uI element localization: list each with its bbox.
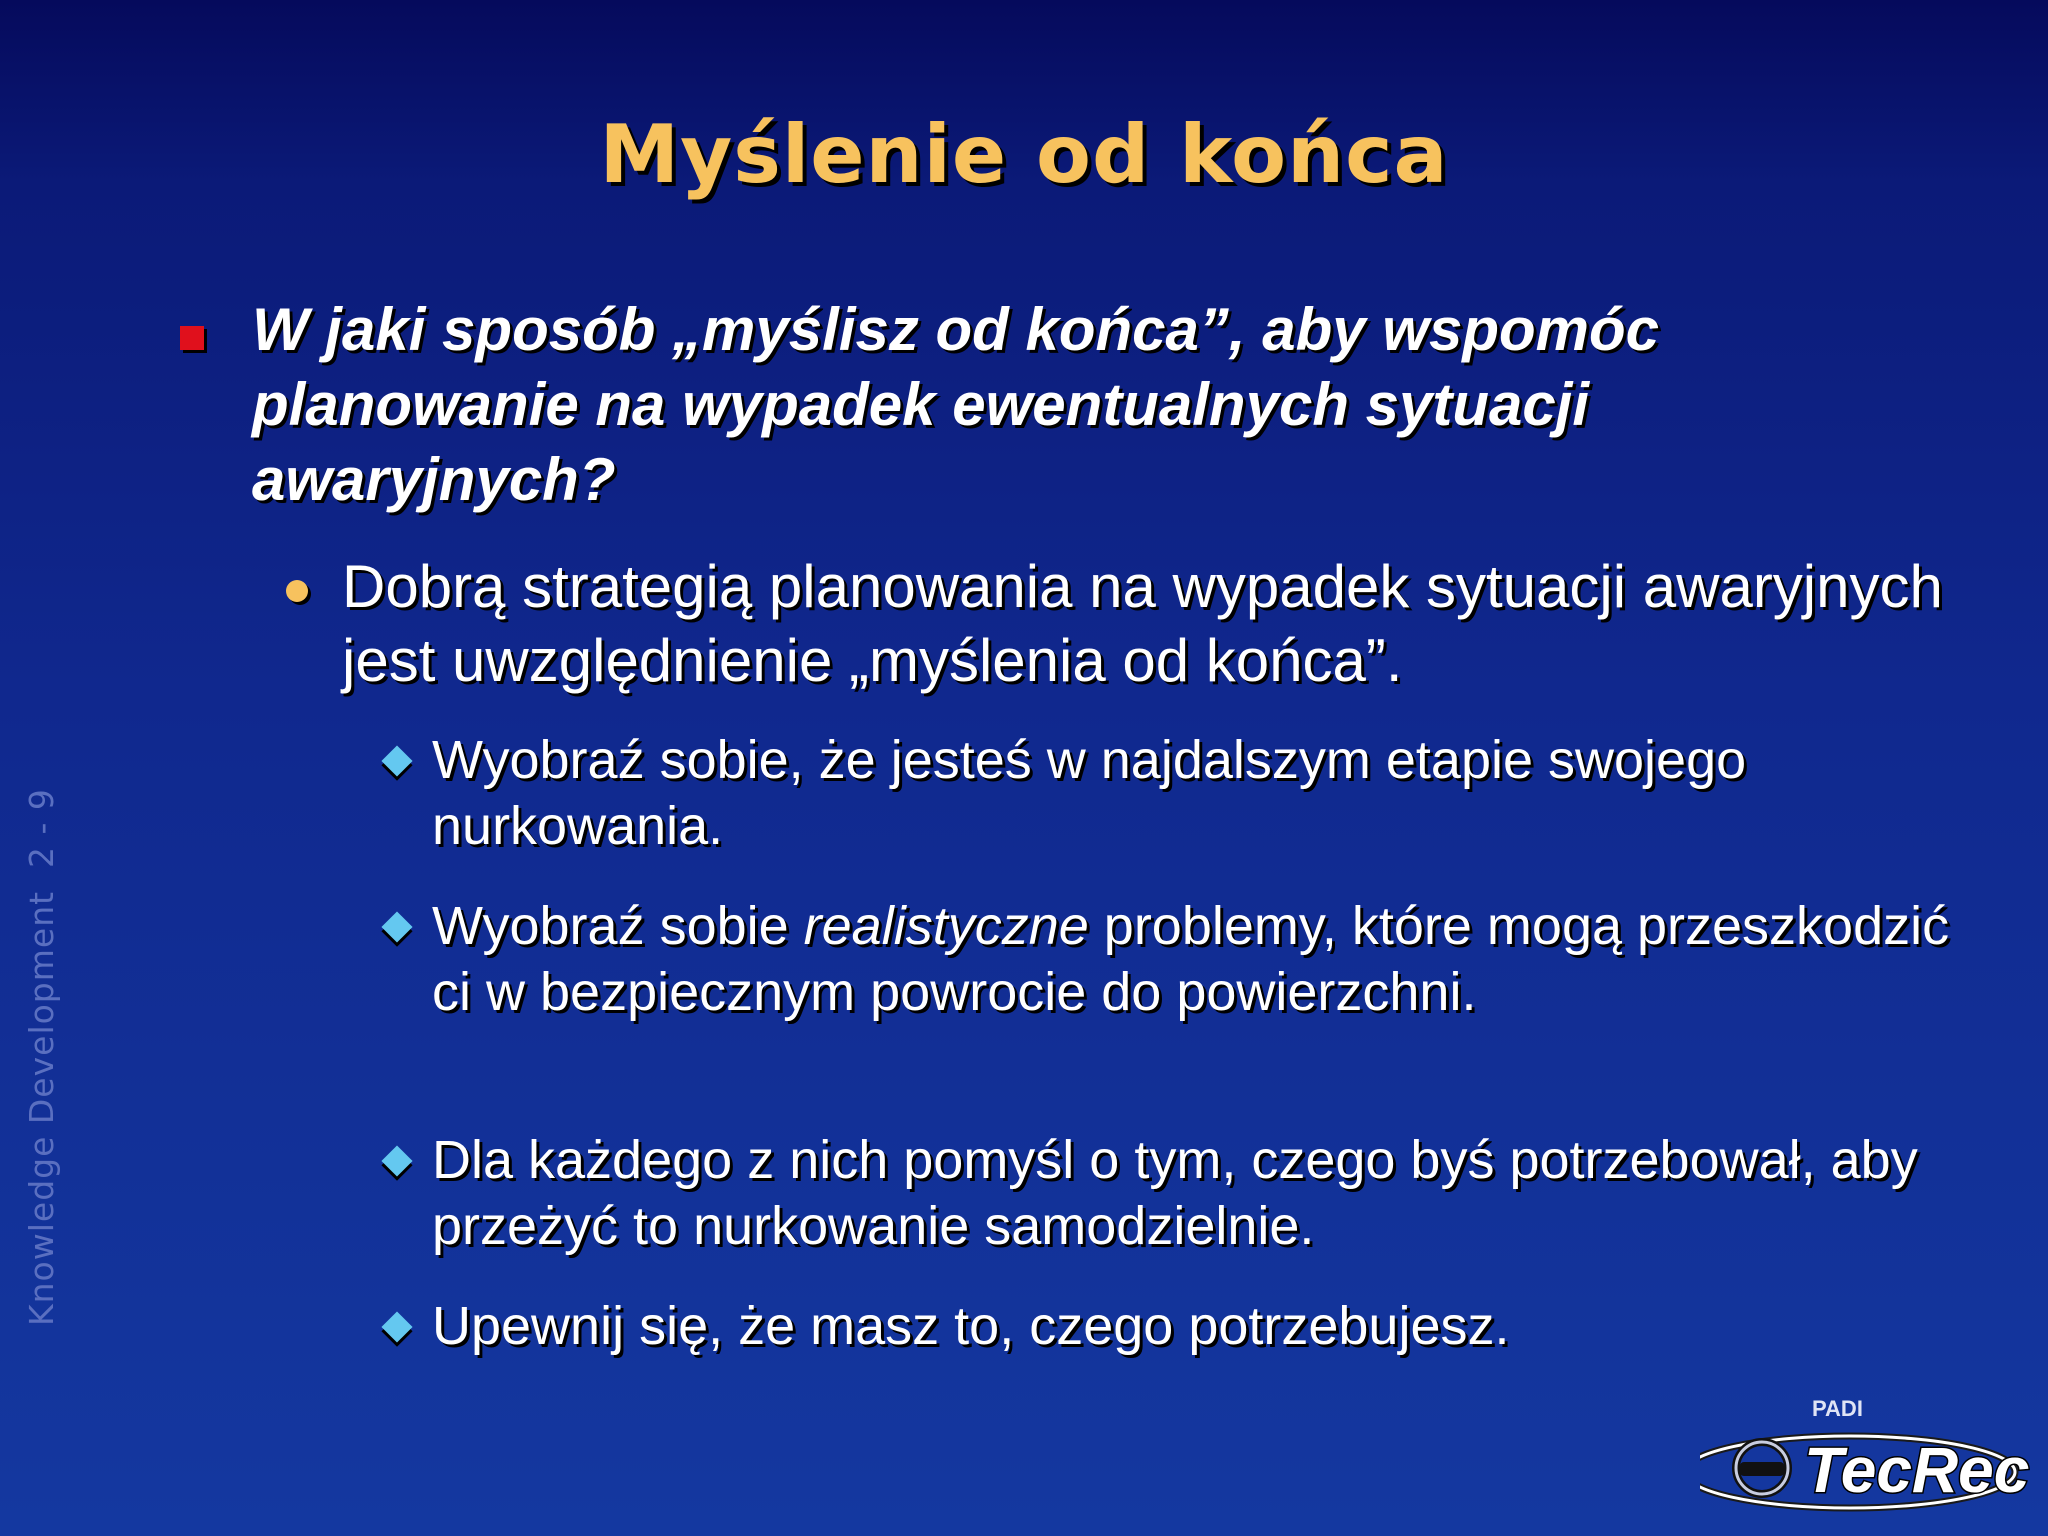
bullet-level3-item (432, 893, 1992, 1025)
logo-main-text: TecRec (1804, 1434, 2030, 1506)
bullet-level3-item: Upewnij się, że masz to, czego potrzebujesz. (432, 1296, 1510, 1356)
blue-diamond-bullet-icon (381, 911, 412, 942)
slide-title: Myślenie od końca (599, 108, 1449, 201)
sidebar-section-label: Knowledge Development 2 - 9 (22, 788, 61, 1326)
blue-diamond-bullet-icon (381, 1311, 412, 1342)
bullet-level1-question: W jaki sposób „myślisz od końca”, aby wspomóc planowanie na wypadek ewentualnych sytuacji awaryjnych? (252, 296, 1660, 513)
bullet-text-part: Wyobraź sobie (432, 896, 804, 956)
yellow-dot-bullet-icon (286, 580, 308, 602)
bullet-level3-item: Wyobraź sobie, że jesteś w najdalszym etapie swojego nurkowania. (432, 730, 1747, 856)
bullet-text-italic: realistyczne (803, 896, 1089, 956)
bullet-level2-strategy: Dobrą strategią planowania na wypadek sytuacji awaryjnych jest uwzględnienie „myślenia od końca”. (342, 553, 1943, 694)
red-square-bullet-icon (180, 326, 204, 350)
padi-tecrec-logo-icon (1700, 1392, 2030, 1522)
bullet-level3-item: Dla każdego z nich pomyśl o tym, czego byś potrzebował, aby przeżyć to nurkowanie samodzielnie. (432, 1130, 1918, 1256)
bullet-text-part: problemy, które mogą przeszkodzić ci w bezpiecznym powrocie do powierzchni. (432, 896, 1950, 1022)
blue-diamond-bullet-icon (381, 1145, 412, 1176)
blue-diamond-bullet-icon (381, 745, 412, 776)
logo-top-text: PADI (1812, 1396, 1863, 1421)
